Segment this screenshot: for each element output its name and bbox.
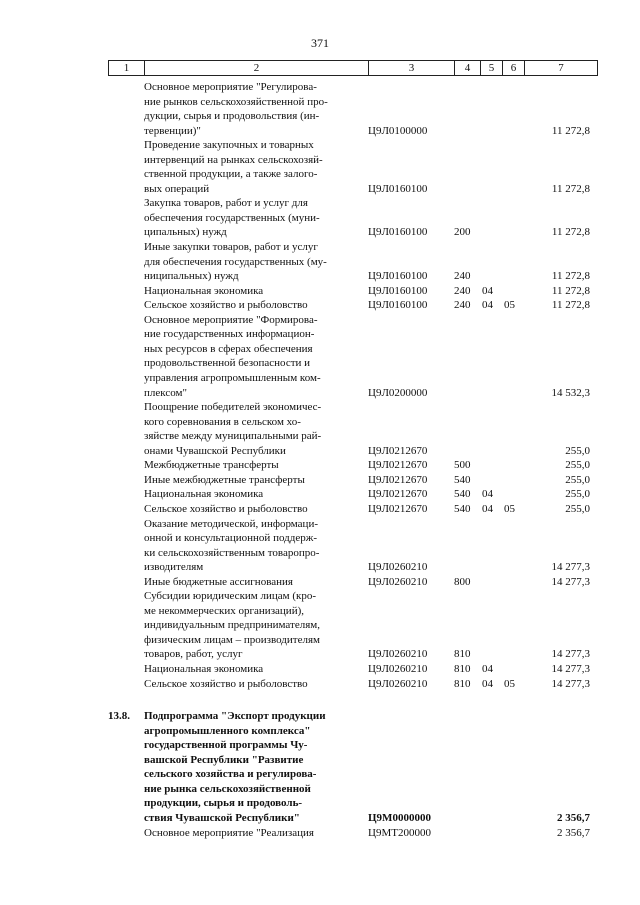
expense-type: 200 — [454, 226, 471, 239]
row-description-line: Подпрограмма "Экспорт продукции — [144, 710, 326, 723]
expense-type: 500 — [454, 459, 471, 472]
row-description-line: Межбюджетные трансферты — [144, 459, 279, 472]
row-description-line: ние государственных информацион- — [144, 328, 315, 341]
amount: 14 277,3 — [551, 575, 590, 588]
row-description-line: Закупка товаров, работ и услуг для — [144, 197, 308, 210]
amount: 11 272,8 — [551, 124, 590, 137]
row-description-line: ние рынков сельскохозяйственной про- — [144, 95, 328, 108]
subsection-code: 05 — [504, 299, 515, 312]
section-code: 04 — [482, 488, 493, 501]
row-description-line: Субсидии юридическим лицам (кро- — [144, 590, 317, 603]
row-description-line: агропромышленного комплекса" — [144, 724, 311, 737]
row-description-line: ме некоммерческих организаций), — [144, 604, 304, 617]
row-description-line: физическим лицам – производителям — [144, 633, 320, 646]
expense-type: 240 — [454, 299, 471, 312]
header-col-6: 6 — [503, 61, 525, 75]
amount: 2 356,7 — [557, 811, 590, 824]
row-description-line: Сельское хозяйство и рыболовство — [144, 502, 308, 515]
section-code: 04 — [482, 502, 493, 515]
amount: 14 277,3 — [551, 677, 590, 690]
row-description-line: для обеспечения государственных (му- — [144, 255, 327, 268]
budget-code: Ц9Л0160100 — [368, 284, 428, 297]
amount: 11 272,8 — [551, 270, 590, 283]
section-number: 13.8. — [108, 710, 130, 723]
row-description-line: Иные межбюджетные трансферты — [144, 473, 305, 486]
row-description-line: Иные бюджетные ассигнования — [144, 575, 293, 588]
row-description-line: онной и консультационной поддерж- — [144, 532, 317, 545]
row-description-line: вых операций — [144, 182, 210, 195]
row-description-line: Поощрение победителей экономичес- — [144, 401, 322, 414]
expense-type: 540 — [454, 488, 471, 501]
amount: 11 272,8 — [551, 182, 590, 195]
section-code: 04 — [482, 299, 493, 312]
budget-code: Ц9Л0160100 — [368, 299, 428, 312]
row-description-line: Национальная экономика — [144, 488, 264, 501]
amount: 14 277,3 — [551, 663, 590, 675]
amount: 14 532,3 — [551, 386, 590, 399]
row-description-line: Основное мероприятие "Реализация — [144, 826, 314, 839]
expense-type: 810 — [454, 677, 471, 690]
budget-code: Ц9Л0100000 — [368, 124, 428, 137]
budget-code: Ц9Л0260210 — [368, 648, 428, 661]
amount: 14 277,3 — [551, 561, 590, 574]
budget-code: Ц9М0000000 — [368, 811, 431, 824]
row-description-line: Основное мероприятие "Формирова- — [144, 313, 318, 326]
subsection-code: 05 — [504, 502, 515, 515]
row-description-line: онами Чувашской Республики — [144, 444, 286, 457]
budget-code: Ц9Л0212670 — [368, 502, 428, 515]
row-description-line: Оказание методической, информаци- — [144, 517, 318, 530]
table-header — [108, 60, 598, 76]
row-description-line: плексом" — [144, 386, 187, 399]
row-description-line: ние рынка сельскохозяйственной — [144, 782, 311, 795]
header-col-1: 1 — [109, 61, 145, 75]
header-col-2: 2 — [145, 61, 369, 75]
amount: 255,0 — [565, 444, 590, 457]
row-description-line: обеспечения государственных (муни- — [144, 211, 320, 224]
row-description-line: товаров, работ, услуг — [144, 648, 243, 661]
row-description-line: Сельское хозяйство и рыболовство — [144, 299, 308, 312]
budget-code: Ц9Л0212670 — [368, 488, 428, 501]
budget-code: Ц9Л0260210 — [368, 677, 428, 690]
row-description-line: изводителям — [144, 561, 204, 574]
expense-type: 540 — [454, 502, 471, 515]
amount: 255,0 — [565, 459, 590, 472]
header-col-3: 3 — [369, 61, 455, 75]
row-description-line: продовольственной безопасности и — [144, 357, 311, 370]
row-description-line: ствия Чувашской Республики" — [144, 811, 300, 824]
budget-code: Ц9Л0200000 — [368, 386, 428, 399]
budget-code: Ц9Л0212670 — [368, 444, 428, 457]
amount: 11 272,8 — [551, 226, 590, 239]
row-description-line: интервенций на рынках сельскохозяй- — [144, 153, 323, 166]
expense-type: 810 — [454, 648, 471, 661]
budget-code: Ц9Л0212670 — [368, 459, 428, 472]
expense-type: 810 — [454, 663, 471, 675]
expense-type: 240 — [454, 284, 471, 297]
subsection-code: 05 — [504, 677, 515, 690]
budget-code: Ц9Л0260210 — [368, 561, 428, 574]
amount: 11 272,8 — [551, 284, 590, 297]
expense-type: 800 — [454, 575, 471, 588]
budget-code: Ц9МТ200000 — [368, 826, 431, 839]
section-code: 04 — [482, 663, 493, 675]
row-description-line: Основное мероприятие "Регулирова- — [144, 81, 317, 93]
header-col-4: 4 — [455, 61, 481, 75]
budget-code: Ц9Л0160100 — [368, 226, 428, 239]
row-description-line: Проведение закупочных и товарных — [144, 139, 314, 152]
page-number: 371 — [311, 36, 329, 50]
row-description-line: управления агропромышленным ком- — [144, 371, 321, 384]
budget-code: Ц9Л0160100 — [368, 182, 428, 195]
row-description-line: государственной программы Чу- — [144, 739, 308, 752]
expense-type: 240 — [454, 270, 471, 283]
section-code: 04 — [482, 677, 493, 690]
row-description-line: Иные закупки товаров, работ и услуг — [144, 241, 318, 254]
header-col-7: 7 — [558, 62, 564, 74]
row-description-line: ципальных) нужд — [144, 226, 227, 239]
budget-code: Ц9Л0260210 — [368, 575, 428, 588]
budget-code: Ц9Л0260210 — [368, 663, 428, 675]
amount: 255,0 — [565, 473, 590, 486]
row-description-line: продукции, сырья и продоволь- — [144, 797, 303, 810]
amount: 2 356,7 — [557, 826, 590, 839]
section-code: 04 — [482, 284, 493, 297]
row-description-line: ственной продукции, а также залого- — [144, 168, 318, 181]
row-description-line: ки сельскохозяйственным товаропро- — [144, 546, 320, 559]
row-description-line: сельского хозяйства и регулирова- — [144, 768, 317, 781]
row-description-line: зяйстве между муниципальными рай- — [144, 430, 322, 443]
row-description-line: Сельское хозяйство и рыболовство — [144, 677, 308, 690]
amount: 11 272,8 — [551, 299, 590, 312]
budget-code: Ц9Л0160100 — [368, 270, 428, 283]
row-description-line: дукции, сырья и продовольствия (ин- — [144, 110, 320, 123]
row-description-line: Национальная экономика — [144, 663, 264, 675]
row-description-line: вашской Республики "Развитие — [144, 753, 304, 766]
row-description-line: индивидуальным предпринимателям, — [144, 619, 320, 632]
row-description-line: ных ресурсов в сферах обеспечения — [144, 342, 313, 355]
header-col-5: 5 — [481, 61, 503, 75]
amount: 255,0 — [565, 502, 590, 515]
amount: 255,0 — [565, 488, 590, 501]
row-description-line: кого соревнования в сельском хо- — [144, 415, 301, 428]
expense-type: 540 — [454, 473, 471, 486]
row-description-line: ниципальных) нужд — [144, 270, 239, 283]
budget-code: Ц9Л0212670 — [368, 473, 428, 486]
row-description-line: тервенции)" — [144, 124, 201, 137]
row-description-line: Национальная экономика — [144, 284, 264, 297]
amount: 14 277,3 — [551, 648, 590, 661]
